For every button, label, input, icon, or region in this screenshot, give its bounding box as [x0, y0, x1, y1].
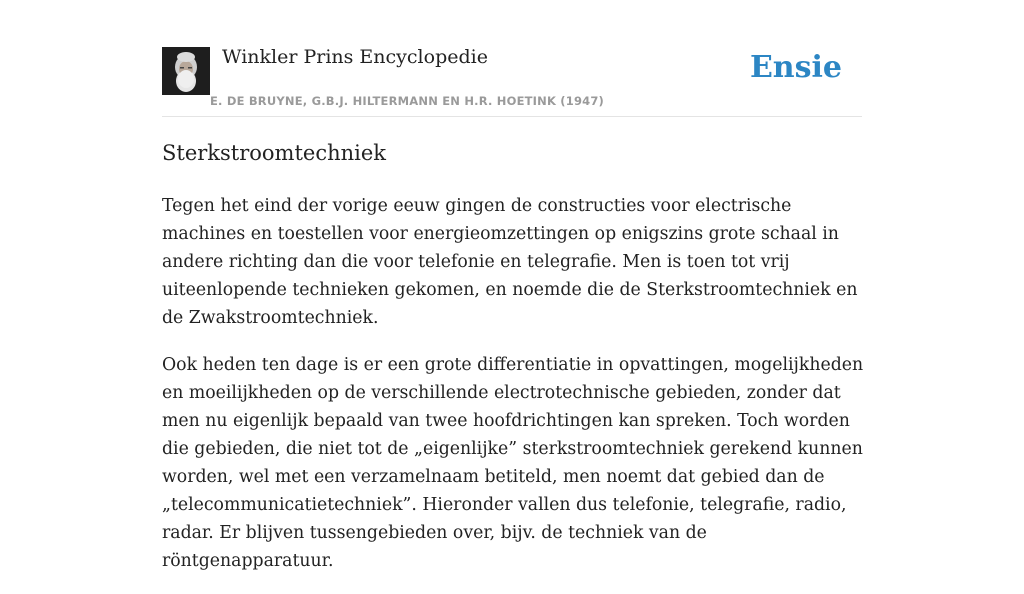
article-title: Sterkstroomtechniek: [162, 141, 387, 165]
article-body: [162, 192, 864, 594]
author-portrait-icon[interactable]: [162, 47, 210, 95]
site-logo[interactable]: Ensie: [749, 50, 842, 85]
book-title[interactable]: Winkler Prins Encyclopedie: [222, 46, 488, 68]
article-paragraph: Tegen het eind der vorige eeuw gingen de constructies voor electrische machines en toestellen voor energieomzettingen op enigszins grote schaal in andere richting dan die voor telefonie en telegrafie. Men is toen tot vrij uiteenlopende technieken gekomen, en noemde die de Sterkstroomtechniek en de Zwakstroomtechniek.: [162, 196, 858, 328]
book-authors: E. DE BRUYNE, G.B.J. HILTERMANN EN H.R. HOETINK (1947): [210, 94, 605, 108]
article-paragraph: Ook heden ten dage is er een grote differentiatie in opvattingen, mogelijkheden en moeilijkheden op de verschillende electrotechnische gebieden, zonder dat men nu eigenlijk bepaald van twee hoofdrichtingen kan spreken. Toch worden die gebieden, die niet tot de „eigenlijke” sterkstroomtechniek gerekend kunnen worden, wel met een verzamelnaam betiteld, men noemt dat gebied dan de „telecommunicatietechniek”. Hieronder vallen dus telefonie, telegrafie, radio, radar. Er blijven tussengebieden over, bijv. de techniek van de röntgenapparatuur.: [162, 355, 864, 571]
header: [162, 40, 862, 117]
